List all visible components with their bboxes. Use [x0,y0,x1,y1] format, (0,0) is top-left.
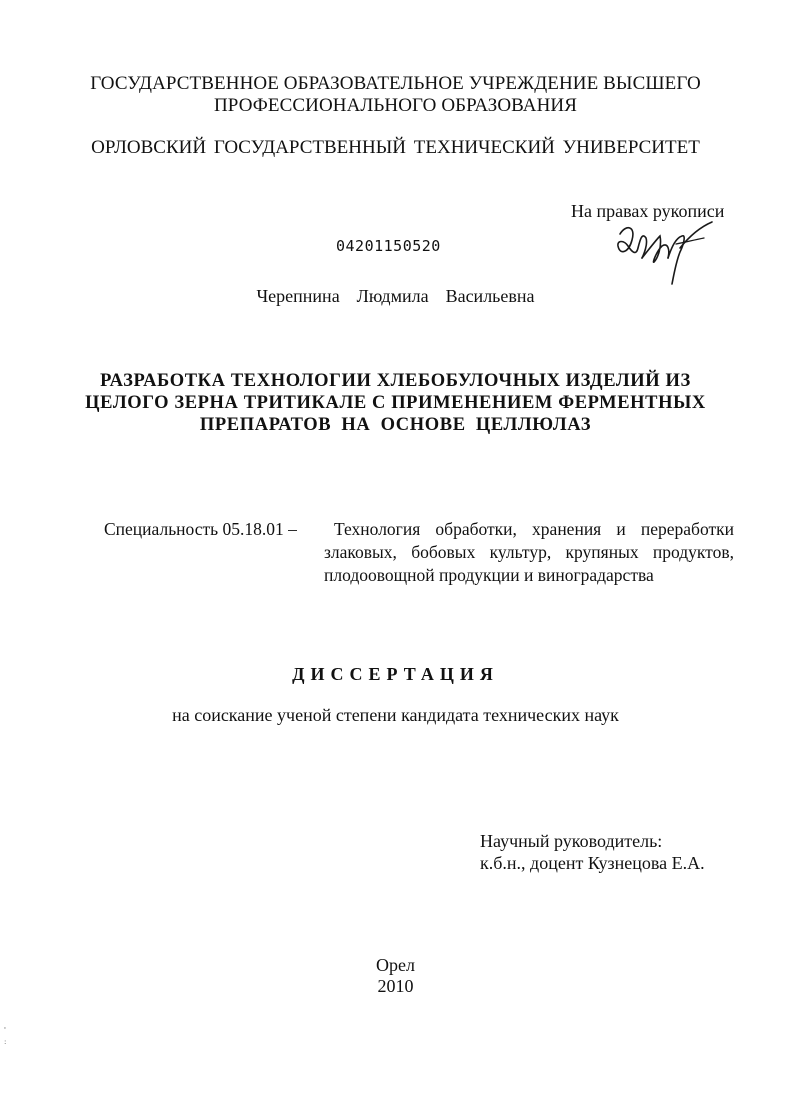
signature [612,218,722,288]
institution-line-1: ГОСУДАРСТВЕННОЕ ОБРАЗОВАТЕЛЬНОЕ УЧРЕЖДЕНИЕ ВЫСШЕГО [90,73,701,94]
specialty-row [104,518,297,541]
title-line-2: ЦЕЛОГО ЗЕРНА ТРИТИКАЛЕ С ПРИМЕНЕНИЕМ ФЕРМЕНТНЫХ [85,393,706,413]
specialty-line-3: плодоовощной продукции и виноградарства [324,565,654,585]
supervisor-label: Научный руководитель: [480,831,663,851]
author-name: Черепнина Людмила Васильевна [256,286,535,306]
institution-line-2: ПРОФЕССИОНАЛЬНОГО ОБРАЗОВАНИЯ [213,95,577,116]
specialty-line-1: Технология обработки, хранения и переработки [334,519,734,539]
specialty-code: 05.18.01 [222,519,284,539]
document-type: ДИССЕРТАЦИЯ [292,664,499,684]
scan-edge-mark: ' : [4,1026,7,1046]
title-line-3: ПРЕПАРАТОВ НА ОСНОВЕ ЦЕЛЛЮЛАЗ [199,415,592,435]
degree-line: на соискание ученой степени кандидата технических наук [172,705,619,725]
university-name: ОРЛОВСКИЙ ГОСУДАРСТВЕННЫЙ ТЕХНИЧЕСКИЙ УНИВЕРСИТЕТ [91,137,700,158]
specialty-dash: – [288,519,297,539]
specialty-label: Специальность [104,519,219,539]
year: 2010 [377,976,414,996]
specialty-line-2: злаковых, бобовых культур, крупяных продуктов, [324,542,734,562]
registration-number: 04201150520 [336,237,441,255]
supervisor-name: к.б.н., доцент Кузнецова Е.А. [480,853,705,873]
city: Орел [376,955,415,975]
title-line-1: РАЗРАБОТКА ТЕХНОЛОГИИ ХЛЕБОБУЛОЧНЫХ ИЗДЕЛИЙ ИЗ [100,371,691,391]
manuscript-note: На правах рукописи [571,201,725,221]
